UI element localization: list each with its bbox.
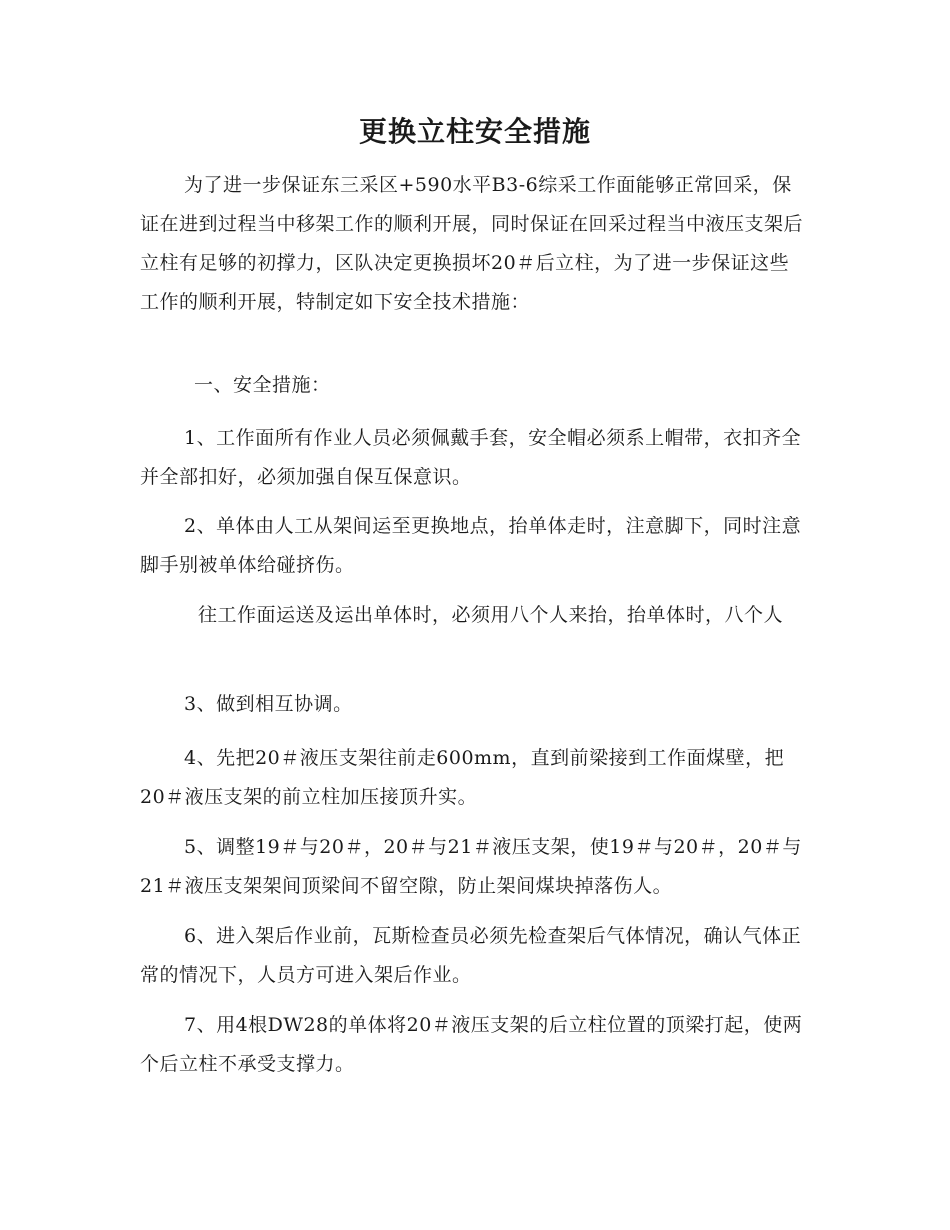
measure-item-6: 6、进入架后作业前，瓦斯检查员必须先检查架后气体情况，确认气体正常的情况下，人员方可进入架后作业。	[140, 925, 802, 986]
measure-item-5: 5、调整19＃与20＃，20＃与21＃液压支架，使19＃与20＃，20＃与21＃液压支架架间顶梁间不留空隙，防止架间煤块掉落伤人。	[140, 836, 802, 897]
document-title: 更换立柱安全措施	[358, 115, 591, 148]
measure-item-1: 1、工作面所有作业人员必须佩戴手套，安全帽必须系上帽带，衣扣齐全并全部扣好，必须加强自保互保意识。	[140, 427, 802, 488]
measure-item-3: 3、做到相互协调。	[184, 693, 353, 715]
section-heading: 一、安全措施：	[194, 374, 331, 396]
intro-paragraph: 为了进一步保证东三采区+590水平B3-6综采工作面能够正常回采，保证在进到过程当中移架工作的顺利开展，同时保证在回采过程当中液压支架后立柱有足够的初撑力，区队决定更换损坏20＃后立柱，为了进一步保证这些工作的顺利开展，特制定如下安全技术措施：	[140, 174, 804, 313]
measure-item-2-continued: 往工作面运送及运出单体时，必须用八个人来抬，抬单体时，八个人	[198, 604, 784, 626]
measure-item-7: 7、用4根DW28的单体将20＃液压支架的后立柱位置的顶梁打起，使两个后立柱不承受支撑力。	[140, 1014, 803, 1075]
measure-item-2: 2、单体由人工从架间运至更换地点，抬单体走时，注意脚下，同时注意脚手别被单体给碰挤伤。	[140, 515, 802, 576]
measure-item-4: 4、先把20＃液压支架往前走600mm，直到前梁接到工作面煤壁，把20＃液压支架的前立柱加压接顶升实。	[140, 747, 785, 808]
